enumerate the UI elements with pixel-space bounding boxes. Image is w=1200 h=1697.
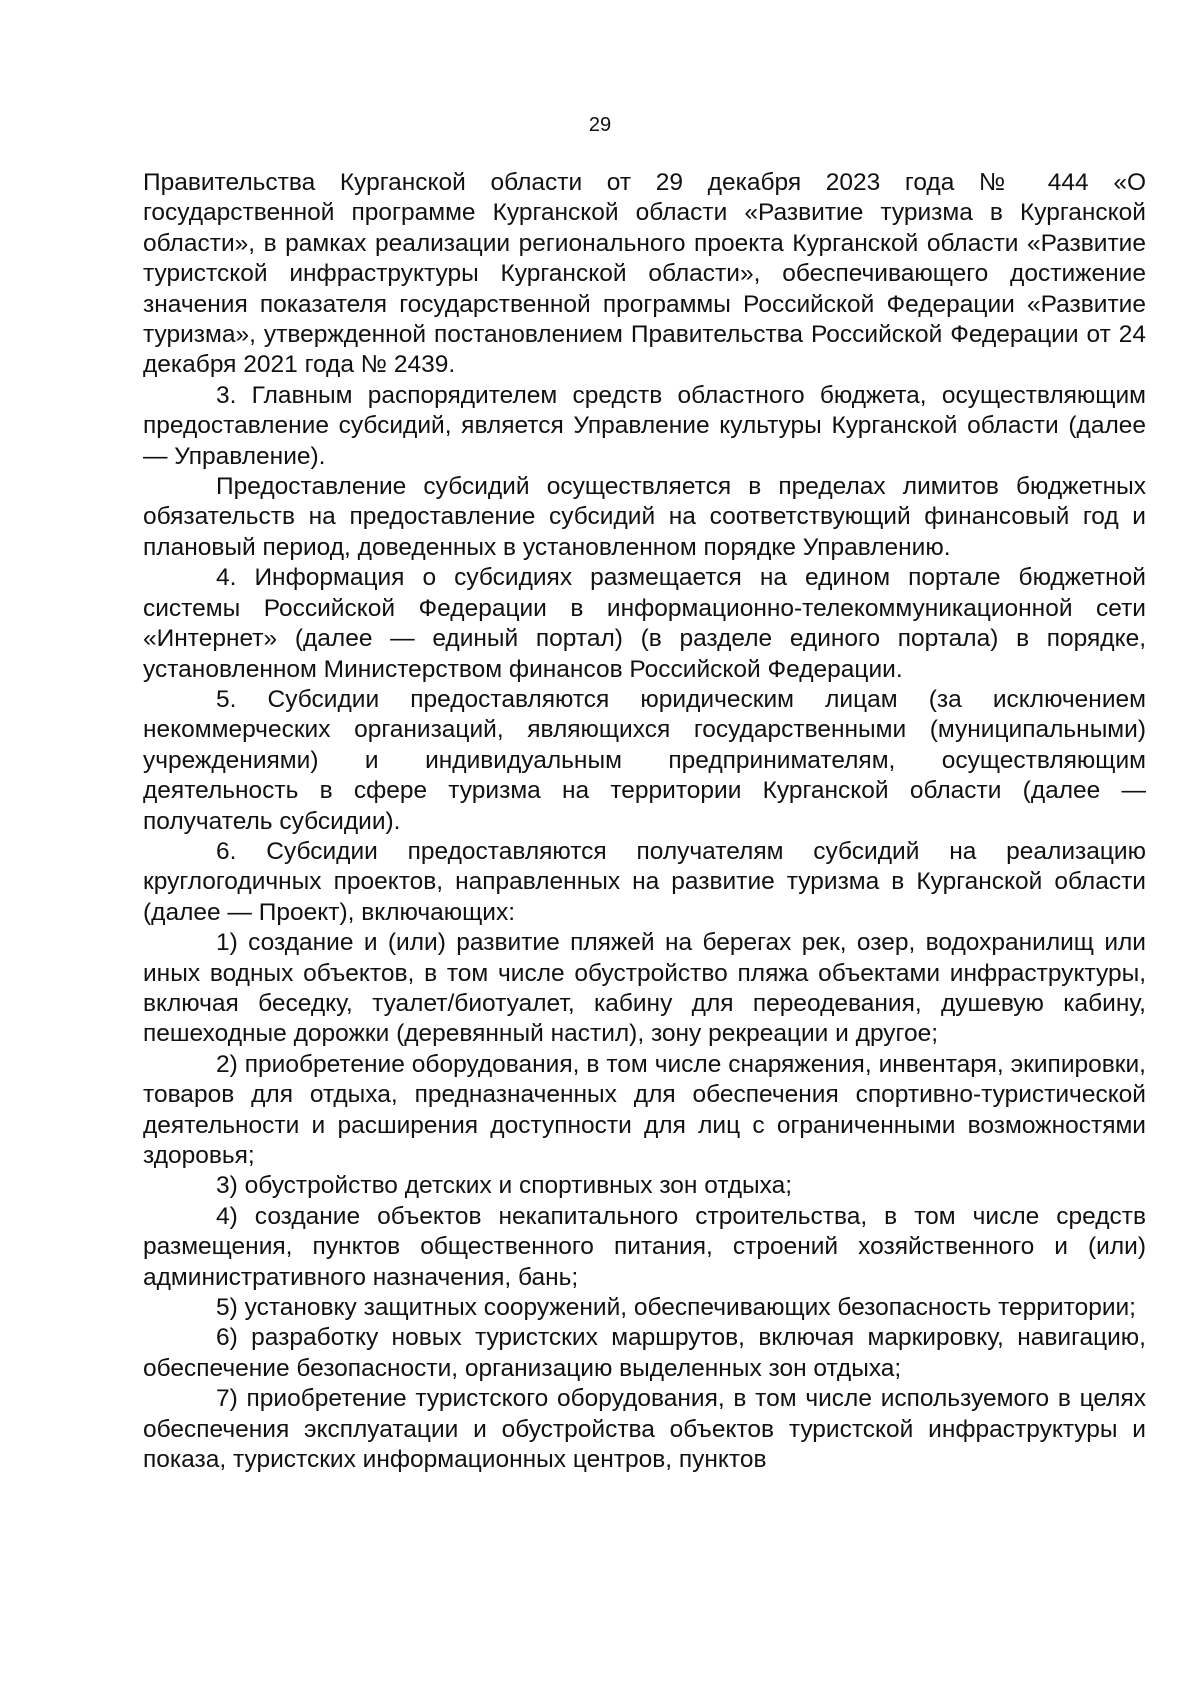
paragraph-budget-limits: Предоставление субсидий осуществляется в пределах лимитов бюджетных обязательств на предоставление субсидий на соответствующий финансовый год и плановый период, доведенных в установленном порядке Управлению. — [143, 473, 1146, 561]
subitem-5: 5) установку защитных сооружений, обеспечивающих безопасность территории; — [216, 1294, 1136, 1322]
paragraph-continuation: Правительства Курганской области от 29 декабря 2023 года № 444 «О государственной программе Курганской области «Развитие туризма в Курганской области», в рамках реализации регионального проекта Курганской области «Развитие туристской инфраструктуры Курганской области», обеспечивающего достижение значения показателя государственной программы Российской Федерации «Развитие туризма», утвержденной постановлением Правительства Российской Федерации от 24 декабря 2021 года № 2439. — [143, 169, 1146, 379]
paragraph-item-4: 4. Информация о субсидиях размещается на едином портале бюджетной системы Российской Федерации в информационно-телекоммуникационной сети «Интернет» (далее — единый портал) (в разделе единого портала) в порядке, установленном Министерством финансов Российской Федерации. — [143, 564, 1146, 683]
page-number: 29 — [588, 114, 612, 136]
paragraph-item-6: 6. Субсидии предоставляются получателям субсидий на реализацию круглогодичных проектов, направленных на развитие туризма в Курганской области (далее — Проект), включающих: — [143, 837, 1146, 926]
subitem-6: 6) разработку новых туристских маршрутов, включая маркировку, навигацию, обеспечение безопасности, организацию выделенных зон отдыха; — [143, 1324, 1146, 1382]
subitem-3: 3) обустройство детских и спортивных зон отдыха; — [216, 1172, 793, 1200]
paragraph-item-3: 3. Главным распорядителем средств областного бюджета, осуществляющим предоставление субсидий, является Управление культуры Курганской области (далее — Управление). — [143, 381, 1146, 470]
subitem-1: 1) создание и (или) развитие пляжей на берегах рек, озер, водохранилищ или иных водных объектов, в том числе обустройство пляжа объектами инфраструктуры, включая беседку, туалет/биотуалет, кабину для переодевания, душевую кабину, пешеходные дорожки (деревянный настил), зону рекреации и другое; — [143, 929, 1146, 1048]
subitem-7: 7) приобретение туристского оборудования, в том числе используемого в целях обеспечения эксплуатации и обустройства объектов туристской инфраструктуры и показа, туристских информационных центров, пунктов — [143, 1385, 1146, 1474]
document-body — [143, 168, 1146, 1475]
subitem-2: 2) приобретение оборудования, в том числе снаряжения, инвентаря, экипировки, товаров для отдыха, предназначенных для обеспечения спортивно-туристической деятельности и расширения доступности для лиц с ограниченными возможностями здоровья; — [143, 1050, 1146, 1169]
subitem-4: 4) создание объектов некапитального строительства, в том числе средств размещения, пунктов общественного питания, строений хозяйственного и (или) административного назначения, бань; — [143, 1202, 1146, 1291]
paragraph-item-5: 5. Субсидии предоставляются юридическим лицам (за исключением некоммерческих организаций, являющихся государственными (муниципальными) учреждениями) и индивидуальным предпринимателям, осуществляющим деятельность в сфере туризма на территории Курганской области (далее — получатель субсидии). — [143, 685, 1146, 835]
